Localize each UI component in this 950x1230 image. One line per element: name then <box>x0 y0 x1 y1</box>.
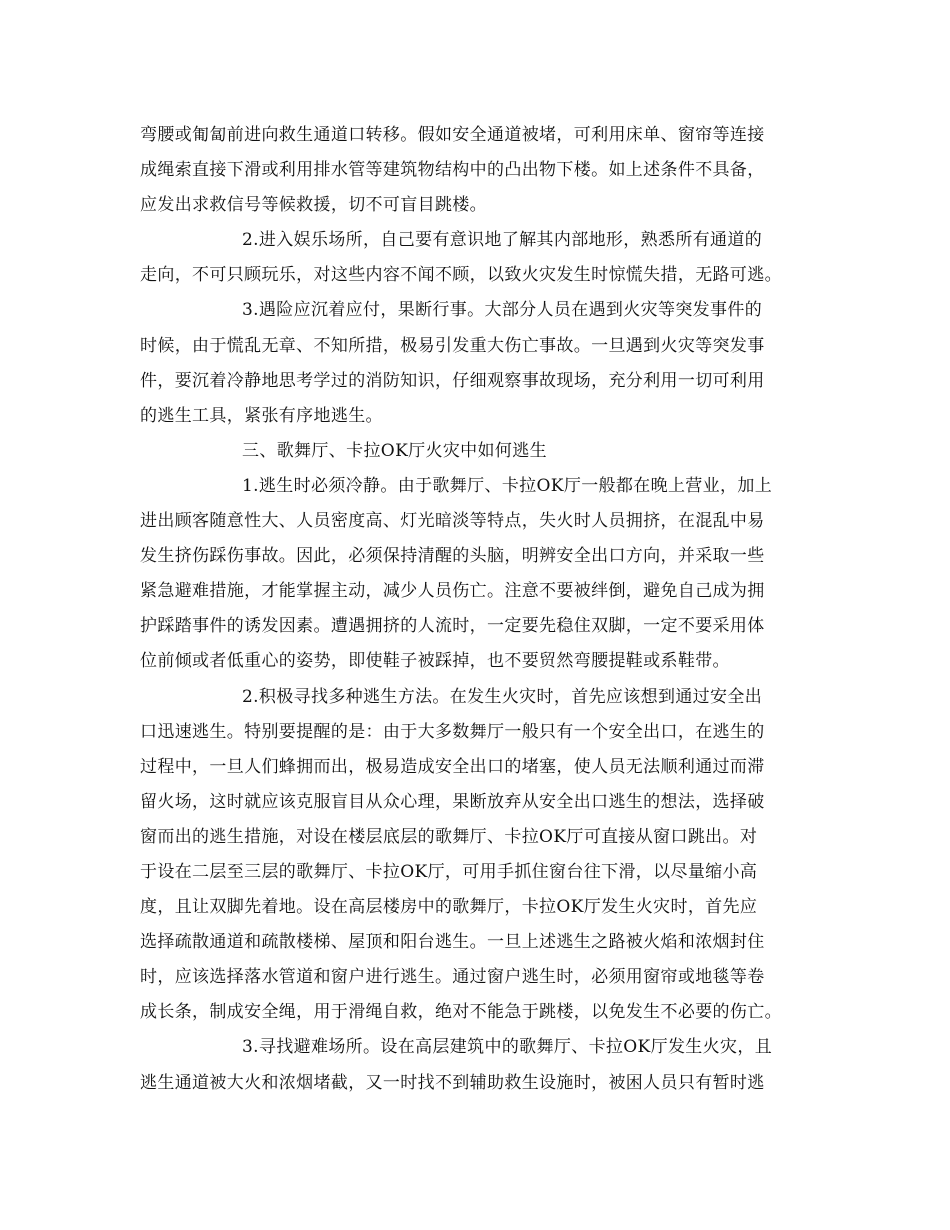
body-text <box>140 118 824 1101</box>
text-line: 3.遇险应沉着应付，果断行事。大部分人员在遇到火灾等突发事件的 <box>242 300 763 321</box>
text-line: 三、歌舞厅、卡拉OK厅火灾中如何逃生 <box>242 440 547 461</box>
text-line: 成绳索直接下滑或利用排水管等建筑物结构中的凸出物下楼。如上述条件不具备， <box>140 160 765 181</box>
text-line: 进出顾客随意性大、人员密度高、灯光暗淡等特点，失火时人员拥挤，在混乱中易 <box>140 511 765 532</box>
text-line: 时候，由于慌乱无章、不知所措，极易引发重大伤亡事故。一旦遇到火灾等突发事 <box>140 335 765 356</box>
text-line: 2.积极寻找多种逃生方法。在发生火灾时，首先应该想到通过安全出 <box>242 686 763 707</box>
text-line: 成长条，制成安全绳，用于滑绳自救，绝对不能急于跳楼，以免发生不必要的伤亡。 <box>140 1002 782 1023</box>
text-line: 时，应该选择落水管道和窗户进行逃生。通过窗户逃生时，必须用窗帘或地毯等卷 <box>140 967 765 988</box>
text-line: 弯腰或匍匐前进向救生通道口转移。假如安全通道被堵，可利用床单、窗帘等连接 <box>140 125 765 145</box>
text-line: 的逃生工具，紧张有序地逃生。 <box>140 405 383 426</box>
text-line: 口迅速逃生。特别要提醒的是：由于大多数舞厅一般只有一个安全出口，在逃生的 <box>140 721 765 742</box>
text-line: 应发出求救信号等候救援，切不可盲目跳楼。 <box>140 195 487 216</box>
text-line: 护踩踏事件的诱发因素。遭遇拥挤的人流时，一定要先稳住双脚，一定不要采用体 <box>140 616 765 637</box>
text-line: 留火场，这时就应该克服盲目从众心理，果断放弃从安全出口逃生的想法，选择破 <box>140 791 765 812</box>
text-line: 过程中，一旦人们蜂拥而出，极易造成安全出口的堵塞，使人员无法顺利通过而滞 <box>140 756 765 777</box>
text-line: 紧急避难措施，才能掌握主动，减少人员伤亡。注意不要被绊倒，避免自己成为拥 <box>140 581 765 602</box>
text-line: 窗而出的逃生措施，对设在楼层底层的歌舞厅、卡拉OK厅可直接从窗口跳出。对 <box>140 826 758 847</box>
text-line: 于设在二层至三层的歌舞厅、卡拉OK厅，可用手抓住窗台往下滑，以尽量缩小高 <box>140 861 758 882</box>
text-line: 位前倾或者低重心的姿势，即使鞋子被踩掉，也不要贸然弯腰提鞋或系鞋带。 <box>140 651 730 672</box>
text-line: 走向，不可只顾玩乐，对这些内容不闻不顾，以致火灾发生时惊慌失措，无路可逃。 <box>140 265 782 286</box>
text-line: 度，且让双脚先着地。设在高层楼房中的歌舞厅，卡拉OK厅发生火灾时，首先应 <box>140 897 758 918</box>
text-line: 件，要沉着冷静地思考学过的消防知识，仔细观察事故现场，充分利用一切可利用 <box>140 370 765 391</box>
text-line: 3.寻找避难场所。设在高层建筑中的歌舞厅、卡拉OK厅发生火灾，且 <box>242 1037 773 1058</box>
text-line: 2.进入娱乐场所，自己要有意识地了解其内部地形，熟悉所有通道的 <box>242 230 763 251</box>
text-line: 选择疏散通道和疏散楼梯、屋顶和阳台逃生。一旦上述逃生之路被火焰和浓烟封住 <box>140 932 765 953</box>
text-line: 发生挤伤踩伤事故。因此，必须保持清醒的头脑，明辨安全出口方向，并采取一些 <box>140 546 765 567</box>
text-line: 1.逃生时必须冷静。由于歌舞厅、卡拉OK厅一般都在晚上营业，加上 <box>242 475 773 496</box>
text-line: 逃生通道被大火和浓烟堵截，又一时找不到辅助救生设施时，被困人员只有暂时逃 <box>140 1072 765 1093</box>
